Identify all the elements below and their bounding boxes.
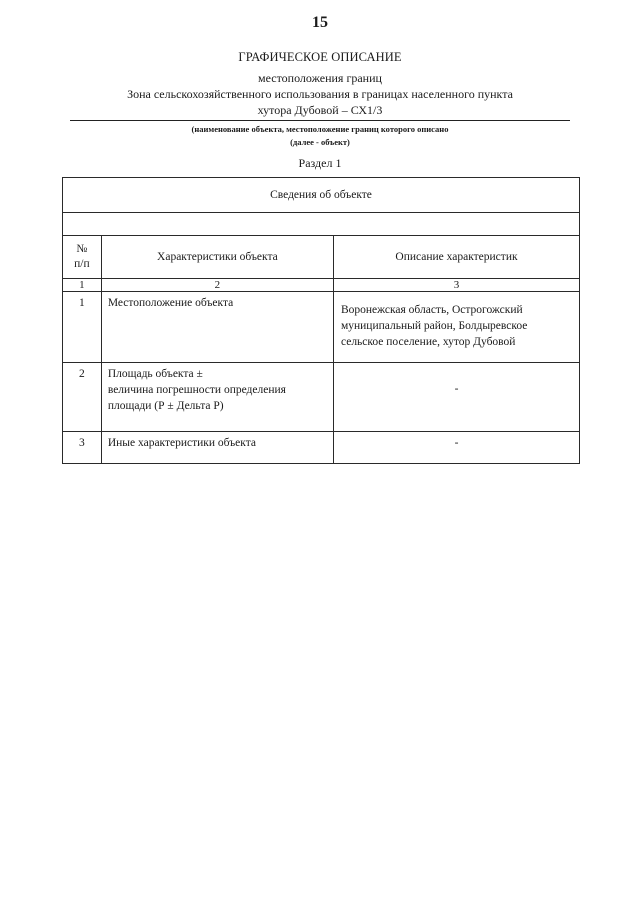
row-characteristic — [101, 363, 333, 432]
table-row — [63, 363, 580, 432]
header-num — [63, 236, 102, 279]
subtitle-line-3: хутора Дубовой – СХ1/3 — [257, 103, 383, 117]
table-title: Сведения об объекте — [63, 178, 580, 213]
header-num-line-1: № — [76, 243, 88, 255]
characteristic-line: величина погрешности определения — [107, 384, 286, 396]
column-number: 1 — [63, 279, 102, 292]
description-line: Воронежская область, Острогожский — [340, 304, 523, 316]
row-characteristic: Иные характеристики объекта — [101, 432, 333, 464]
table-row — [63, 292, 580, 363]
row-description — [333, 292, 579, 363]
table-empty-row — [63, 213, 580, 236]
subtitle-line-2: Зона сельскохозяйственного использования в границах населенного пункта — [127, 87, 513, 101]
header-characteristic: Характеристики объекта — [101, 236, 333, 279]
object-info-table — [62, 177, 580, 464]
page-number: 15 — [312, 14, 328, 31]
row-characteristic: Местоположение объекта — [101, 292, 333, 363]
row-number: 1 — [63, 292, 102, 363]
header-description: Описание характеристик — [333, 236, 579, 279]
description-line: сельское поселение, хутор Дубовой — [340, 336, 516, 348]
row-number: 3 — [63, 432, 102, 464]
column-number: 2 — [101, 279, 333, 292]
row-number: 2 — [63, 363, 102, 432]
table-row — [63, 432, 580, 464]
subtitle-line-1: местоположения границ — [258, 71, 382, 85]
row-description: - — [333, 363, 579, 432]
table-empty-cell — [63, 213, 580, 236]
caption-line-1: (наименование объекта, местоположение границ которого описано — [191, 124, 449, 134]
document-title: ГРАФИЧЕСКОЕ ОПИСАНИЕ — [238, 50, 402, 64]
characteristic-line: Площадь объекта ± — [107, 368, 203, 380]
column-numbers-row — [63, 279, 580, 292]
caption-line-2: (далее - объект) — [290, 137, 350, 147]
characteristic-line: площади (Р ± Дельта Р) — [107, 400, 224, 412]
description-line: муниципальный район, Болдыревское — [340, 320, 528, 332]
table-header-row — [63, 236, 580, 279]
section-title: Раздел 1 — [298, 156, 342, 170]
row-description: - — [333, 432, 579, 464]
header-num-line-2: п/п — [74, 258, 90, 270]
table-title-row — [63, 178, 580, 213]
title-underline — [70, 120, 570, 121]
column-number: 3 — [333, 279, 579, 292]
